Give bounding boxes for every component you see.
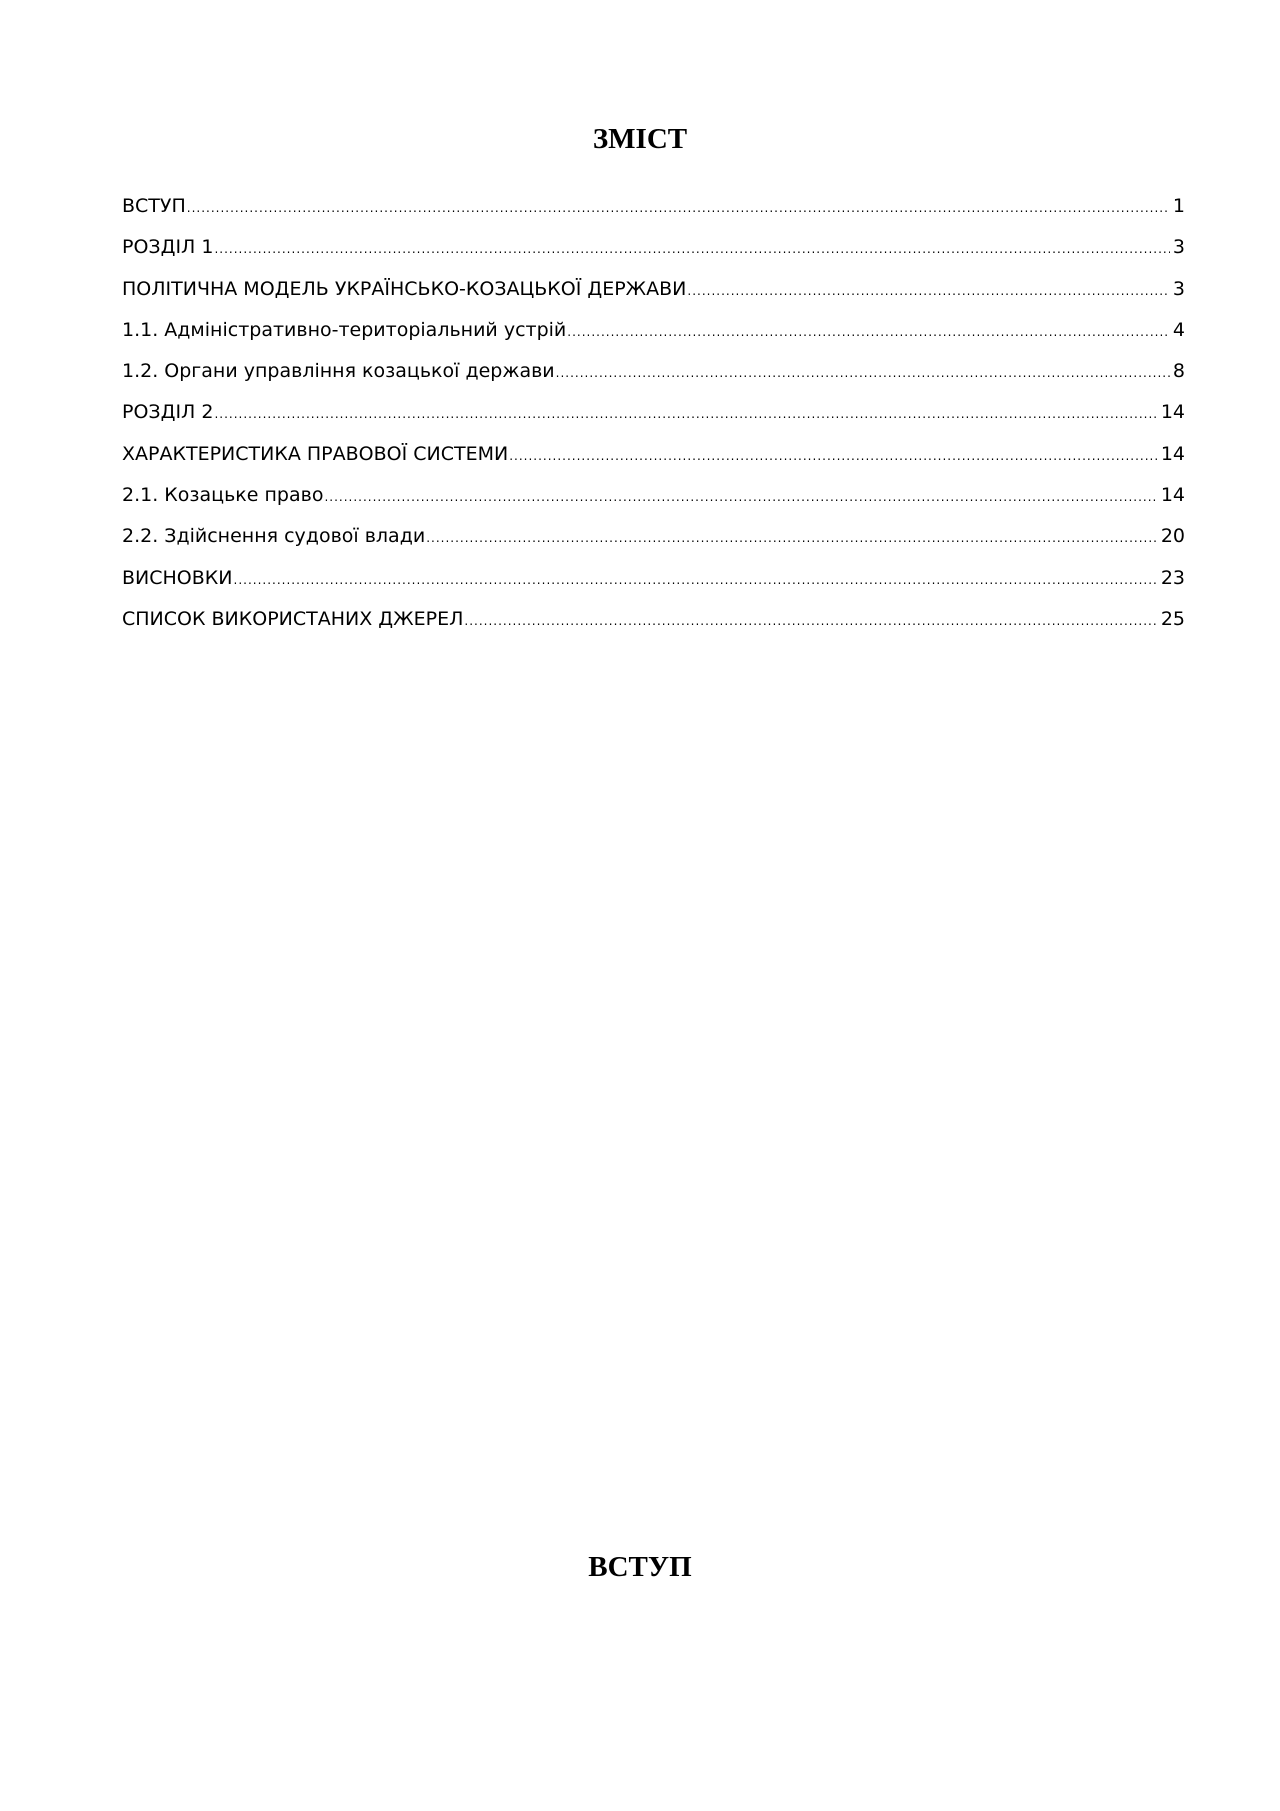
toc-entry-1-1[interactable] bbox=[122, 317, 1185, 358]
toc-entry-page: 14 bbox=[1160, 442, 1185, 465]
toc-entry-title: РОЗДІЛ 1 bbox=[122, 236, 214, 259]
toc-entry-intro[interactable] bbox=[122, 193, 1185, 234]
toc-dot-leader bbox=[234, 567, 1158, 593]
toc-dot-leader bbox=[556, 360, 1170, 386]
toc-entry-conclusions[interactable] bbox=[122, 565, 1185, 606]
toc-entry-title: СПИСОК ВИКОРИСТАНИХ ДЖЕРЕЛ bbox=[122, 607, 464, 630]
toc-entry-title: ВСТУП bbox=[122, 195, 186, 217]
toc-dot-leader bbox=[464, 608, 1157, 634]
toc-entry-section-2-title[interactable] bbox=[122, 441, 1185, 482]
toc-dot-leader bbox=[324, 484, 1157, 510]
toc-entry-title: 1.2. Органи управління козацької держави bbox=[122, 360, 555, 383]
toc-entry-page: 3 bbox=[1172, 236, 1185, 259]
toc-entry-references[interactable] bbox=[122, 606, 1185, 647]
toc-entry-title: 2.2. Здійснення судової влади bbox=[122, 525, 426, 548]
toc-entry-2-2[interactable] bbox=[122, 523, 1185, 564]
toc-entry-page: 8 bbox=[1172, 360, 1185, 383]
toc-entry-section-1[interactable] bbox=[122, 234, 1185, 275]
toc-entry-title: 2.1. Козацьке право bbox=[122, 484, 324, 507]
toc-entry-page: 14 bbox=[1160, 484, 1185, 507]
toc-entry-page: 14 bbox=[1160, 401, 1185, 424]
toc-dot-leader bbox=[426, 525, 1158, 551]
toc-entry-section-2[interactable] bbox=[122, 399, 1185, 440]
intro-heading: ВСТУП bbox=[588, 1551, 692, 1583]
toc-entry-page: 20 bbox=[1160, 525, 1185, 548]
toc-entry-section-1-title[interactable] bbox=[122, 276, 1185, 317]
toc-dot-leader bbox=[509, 443, 1158, 469]
toc-dot-leader bbox=[214, 236, 1169, 262]
table-of-contents bbox=[122, 193, 1185, 647]
toc-entry-page: 1 bbox=[1172, 195, 1185, 217]
toc-dot-leader bbox=[567, 319, 1170, 345]
toc-entry-title: ХАРАКТЕРИСТИКА ПРАВОВОЇ СИСТЕМИ bbox=[122, 442, 509, 465]
toc-entry-page: 25 bbox=[1160, 607, 1185, 630]
toc-dot-leader bbox=[687, 278, 1170, 304]
toc-entry-title: РОЗДІЛ 2 bbox=[122, 401, 214, 424]
toc-entry-title: 1.1. Адміністративно-територіальний устрій bbox=[122, 318, 567, 341]
toc-entry-title: ВИСНОВКИ bbox=[122, 566, 233, 589]
toc-dot-leader bbox=[214, 401, 1157, 427]
toc-entry-1-2[interactable] bbox=[122, 358, 1185, 399]
toc-entry-page: 3 bbox=[1172, 277, 1185, 300]
toc-entry-title: ПОЛІТИЧНА МОДЕЛЬ УКРАЇНСЬКО-КОЗАЦЬКОЇ ДЕРЖАВИ bbox=[122, 277, 687, 300]
toc-heading: ЗМІСТ bbox=[592, 123, 688, 155]
toc-entry-2-1[interactable] bbox=[122, 482, 1185, 523]
toc-dot-leader bbox=[187, 195, 1170, 221]
toc-entry-page: 4 bbox=[1172, 318, 1185, 341]
toc-entry-page: 23 bbox=[1160, 566, 1185, 589]
